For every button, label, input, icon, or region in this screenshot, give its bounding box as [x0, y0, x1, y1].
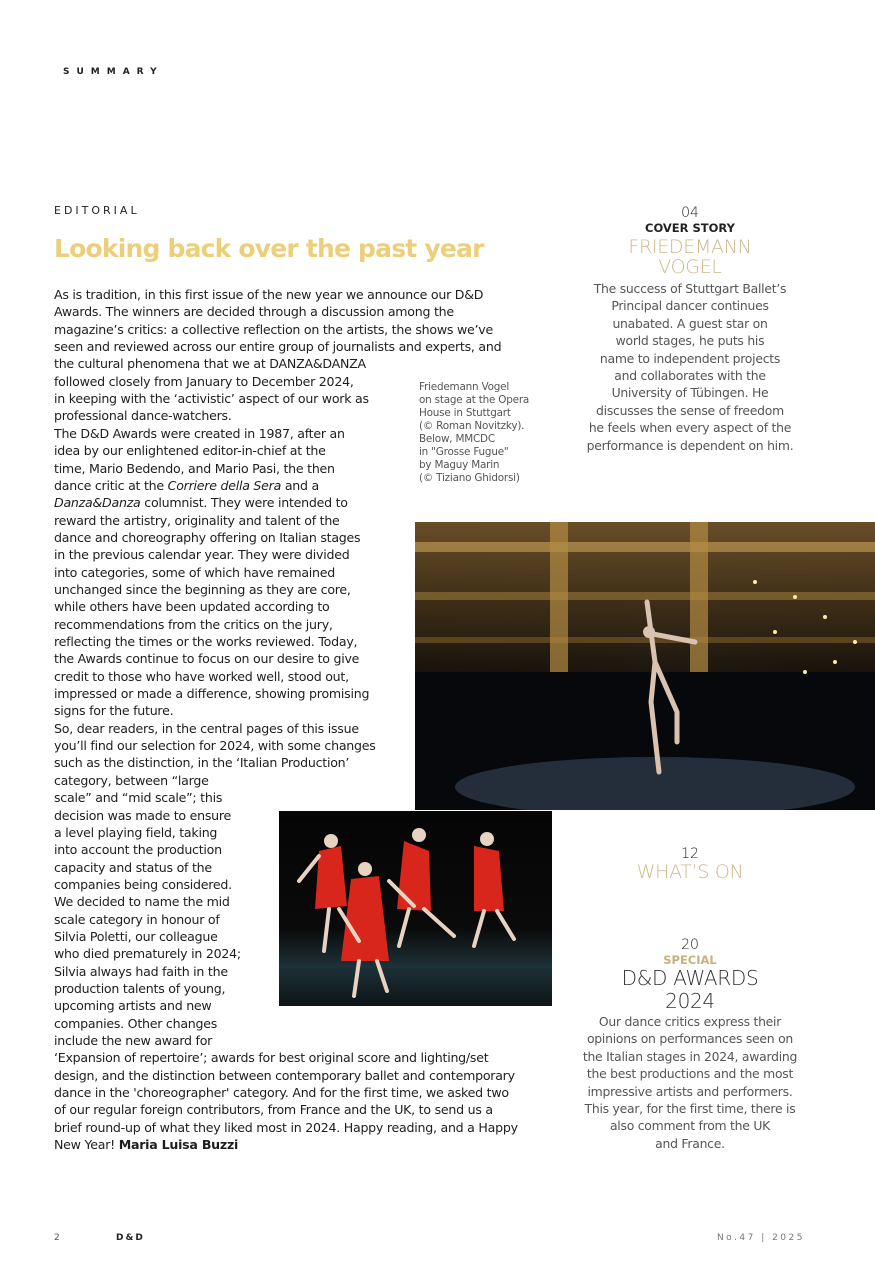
body-text-line [54, 685, 369, 702]
body-text-line [54, 477, 319, 494]
dancers-photo [279, 811, 552, 1006]
body-text-line [54, 1136, 238, 1153]
body-text-line [54, 460, 335, 477]
text-span: in keeping with the ‘activistic’ aspect of our work as [54, 391, 369, 407]
text-span: reward the artistry, originality and talent of the [54, 512, 340, 528]
text-span: who died prematurely in 2024; [54, 946, 241, 962]
body-text-line [54, 772, 209, 789]
text-span: capacity and status of the [54, 859, 212, 875]
body-text-line [54, 893, 230, 910]
text-span: while others have been updated according to [54, 599, 330, 615]
body-text-line [54, 1084, 509, 1101]
text-span: credit to those who have worked well, stood out, [54, 668, 349, 684]
body-text-line [54, 425, 345, 442]
section-label: SUMMARY [63, 67, 164, 77]
photo-caption: Friedemann Vogel on stage at the Opera House in Stuttgart (© Roman Novitzky). Below, MMCDC in "Grosse Fugue" by Maguy Marin (© Tiziano Ghidorsi) [419, 381, 530, 484]
editorial-kicker: EDITORIAL [54, 204, 140, 217]
toc-kicker: SPECIAL [663, 953, 717, 967]
body-text-line [54, 598, 330, 615]
toc-page-number: 04 [681, 205, 699, 221]
body-text-line [54, 650, 359, 667]
body-text-line [54, 737, 376, 754]
text-span: magazine’s critics: a collective reflection on the artists, the shows we’ve [54, 321, 493, 337]
body-text-line [54, 876, 232, 893]
body-text-line [54, 911, 220, 928]
body-text-line [54, 789, 222, 806]
body-text-line [54, 338, 501, 355]
toc-headline: D&D AWARDS 2024 [621, 966, 759, 1013]
body-text-line [54, 945, 241, 962]
text-span: dance and choreography offering on Italian stages [54, 529, 361, 545]
body-text-line [54, 529, 360, 546]
body-text-line [54, 1101, 493, 1118]
text-span: a level playing field, taking [54, 824, 218, 840]
text-span: and a [281, 477, 319, 493]
body-text-line [54, 407, 232, 424]
text-span: reflecting the times or the works reviewed. Today, [54, 634, 358, 649]
text-span: seen and reviewed across our entire group of journalists and experts, and [54, 339, 502, 355]
text-span: The D&D Awards were created in 1987, after an [54, 425, 345, 441]
text-span: decision was made to ensure [54, 807, 232, 823]
text-span: you’ll find our selection for 2024, with some changes [54, 738, 376, 754]
text-span: unchanged since the beginning as they are core, [54, 581, 351, 597]
body-text-line [54, 321, 493, 338]
toc-headline: WHAT’S ON [636, 861, 744, 883]
text-span: recommendations from the critics on the jury, [54, 616, 333, 632]
body-text-line [54, 963, 228, 980]
body-text-line [54, 286, 483, 303]
body-text-line [54, 390, 369, 407]
text-span: into account the production [54, 842, 222, 858]
body-text-line [54, 668, 349, 685]
toc-entry-cover-story[interactable] [570, 205, 810, 454]
body-text-line [54, 581, 351, 598]
opera-house-illustration [415, 522, 875, 810]
text-span: Silvia always had faith in the [54, 963, 228, 979]
text-span: the Awards continue to focus on our desire to give [54, 651, 360, 667]
body-text-line [54, 373, 354, 390]
body-text-line [54, 807, 231, 824]
text-span: impressed or made a difference, showing promising [54, 686, 370, 702]
body-text-line [54, 546, 349, 563]
text-span: upcoming artists and new [54, 998, 212, 1014]
body-text-line [54, 928, 218, 945]
body-text-line [54, 1067, 515, 1084]
text-span: New Year! [54, 1137, 119, 1153]
issue-number: No.47 | 2025 [716, 1233, 805, 1243]
text-span: So, dear readers, in the central pages of this issue [54, 720, 359, 736]
body-text-line [54, 633, 357, 650]
toc-kicker: COVER STORY [645, 221, 735, 235]
body-text-line [54, 1049, 488, 1066]
text-span: the cultural phenomena that we at DANZA&DANZA [54, 356, 366, 372]
body-text-line [54, 355, 366, 372]
page-number: 2 [54, 1233, 60, 1243]
text-span: scale category in honour of [54, 911, 220, 927]
toc-page-number: 20 [681, 937, 699, 953]
body-text-line [54, 824, 217, 841]
body-text-line [54, 564, 335, 581]
text-span: such as the distinction, in the ‘Italian Production’ [54, 755, 350, 771]
text-span: Danza&Danza [54, 495, 141, 511]
text-span: signs for the future. [54, 703, 174, 719]
dancers-illustration [279, 811, 552, 1006]
body-text-line [54, 980, 225, 997]
text-span: in the previous calendar year. They were divided [54, 547, 350, 563]
text-span: Awards. The winners are decided through a discussion among the [54, 304, 454, 320]
text-span: As is tradition, in this first issue of the new year we announce our D&D [54, 287, 484, 302]
page-title: Looking back over the past year [54, 234, 484, 263]
toc-description: The success of Stuttgart Ballet’s Principal dancer continues unabated. A guest star on world stages, he puts his name to independent projects and collaborates with the University of Tübingen. He discusses the sense of freedom he feels when every aspect of the performance is dependent on him. [586, 281, 794, 453]
text-span: Corriere della Sera [167, 477, 282, 493]
stage-photo [415, 522, 875, 810]
body-text-line [54, 720, 359, 737]
body-text-line [54, 512, 340, 529]
toc-page-number: 12 [681, 846, 699, 862]
text-span: followed closely from January to December 2024, [54, 373, 354, 389]
body-text-line [54, 997, 211, 1014]
text-span: professional dance-watchers. [54, 408, 232, 424]
text-span: ‘Expansion of repertoire’; awards for best original score and lighting/set [54, 1050, 489, 1066]
toc-entry-special[interactable] [570, 937, 810, 1152]
body-text-line [54, 616, 333, 633]
text-span: companies. Other changes [54, 1015, 218, 1031]
body-text-line [54, 1032, 212, 1049]
text-span: dance in the 'choreographer' category. And for the first time, we asked two [54, 1085, 509, 1101]
body-text-line [54, 303, 454, 320]
toc-headline: FRIEDEMANN VOGEL [628, 236, 752, 278]
text-span: brief round-up of what they liked most in 2024. Happy reading, and a Happy [54, 1119, 518, 1135]
text-span: category, between “large [54, 772, 209, 788]
text-span: dance critic at the [54, 477, 168, 493]
body-text-line [54, 859, 212, 876]
body-text-line [54, 754, 349, 771]
text-span: scale” and “mid scale”; this [54, 790, 223, 806]
text-span: design, and the distinction between contemporary ballet and contemporary [54, 1067, 515, 1083]
body-text-line [54, 702, 173, 719]
body-text-line [54, 841, 222, 858]
body-text-line [54, 442, 326, 459]
text-span: time, Mario Bedendo, and Mario Pasi, the then [54, 460, 335, 476]
author-name: Maria Luisa Buzzi [118, 1137, 239, 1153]
text-span: of our regular foreign contributors, from France and the UK, to send us a [54, 1102, 493, 1118]
text-span: production talents of young, [54, 981, 226, 996]
text-span: Silvia Poletti, our colleague [54, 928, 218, 944]
text-span: into categories, some of which have remained [54, 564, 336, 580]
text-span: idea by our enlightened editor-in-chief at the [54, 443, 326, 459]
text-span: columnist. They were intended to [140, 495, 348, 511]
body-text-line [54, 1015, 217, 1032]
body-text-line [54, 1119, 518, 1136]
toc-entry-whats-on[interactable] [570, 846, 810, 882]
text-span: We decided to name the mid [54, 894, 230, 910]
magazine-name: D&D [116, 1233, 145, 1243]
text-span: companies being considered. [54, 876, 232, 892]
body-text-line [54, 494, 348, 511]
text-span: include the new award for [54, 1033, 213, 1049]
toc-description: Our dance critics express their opinions on performances seen on the Italian stages in 2024, awarding the best productions and the most impressive artists and performers. This year, for the first time, there is also comment from the UK and France. [582, 1014, 798, 1151]
